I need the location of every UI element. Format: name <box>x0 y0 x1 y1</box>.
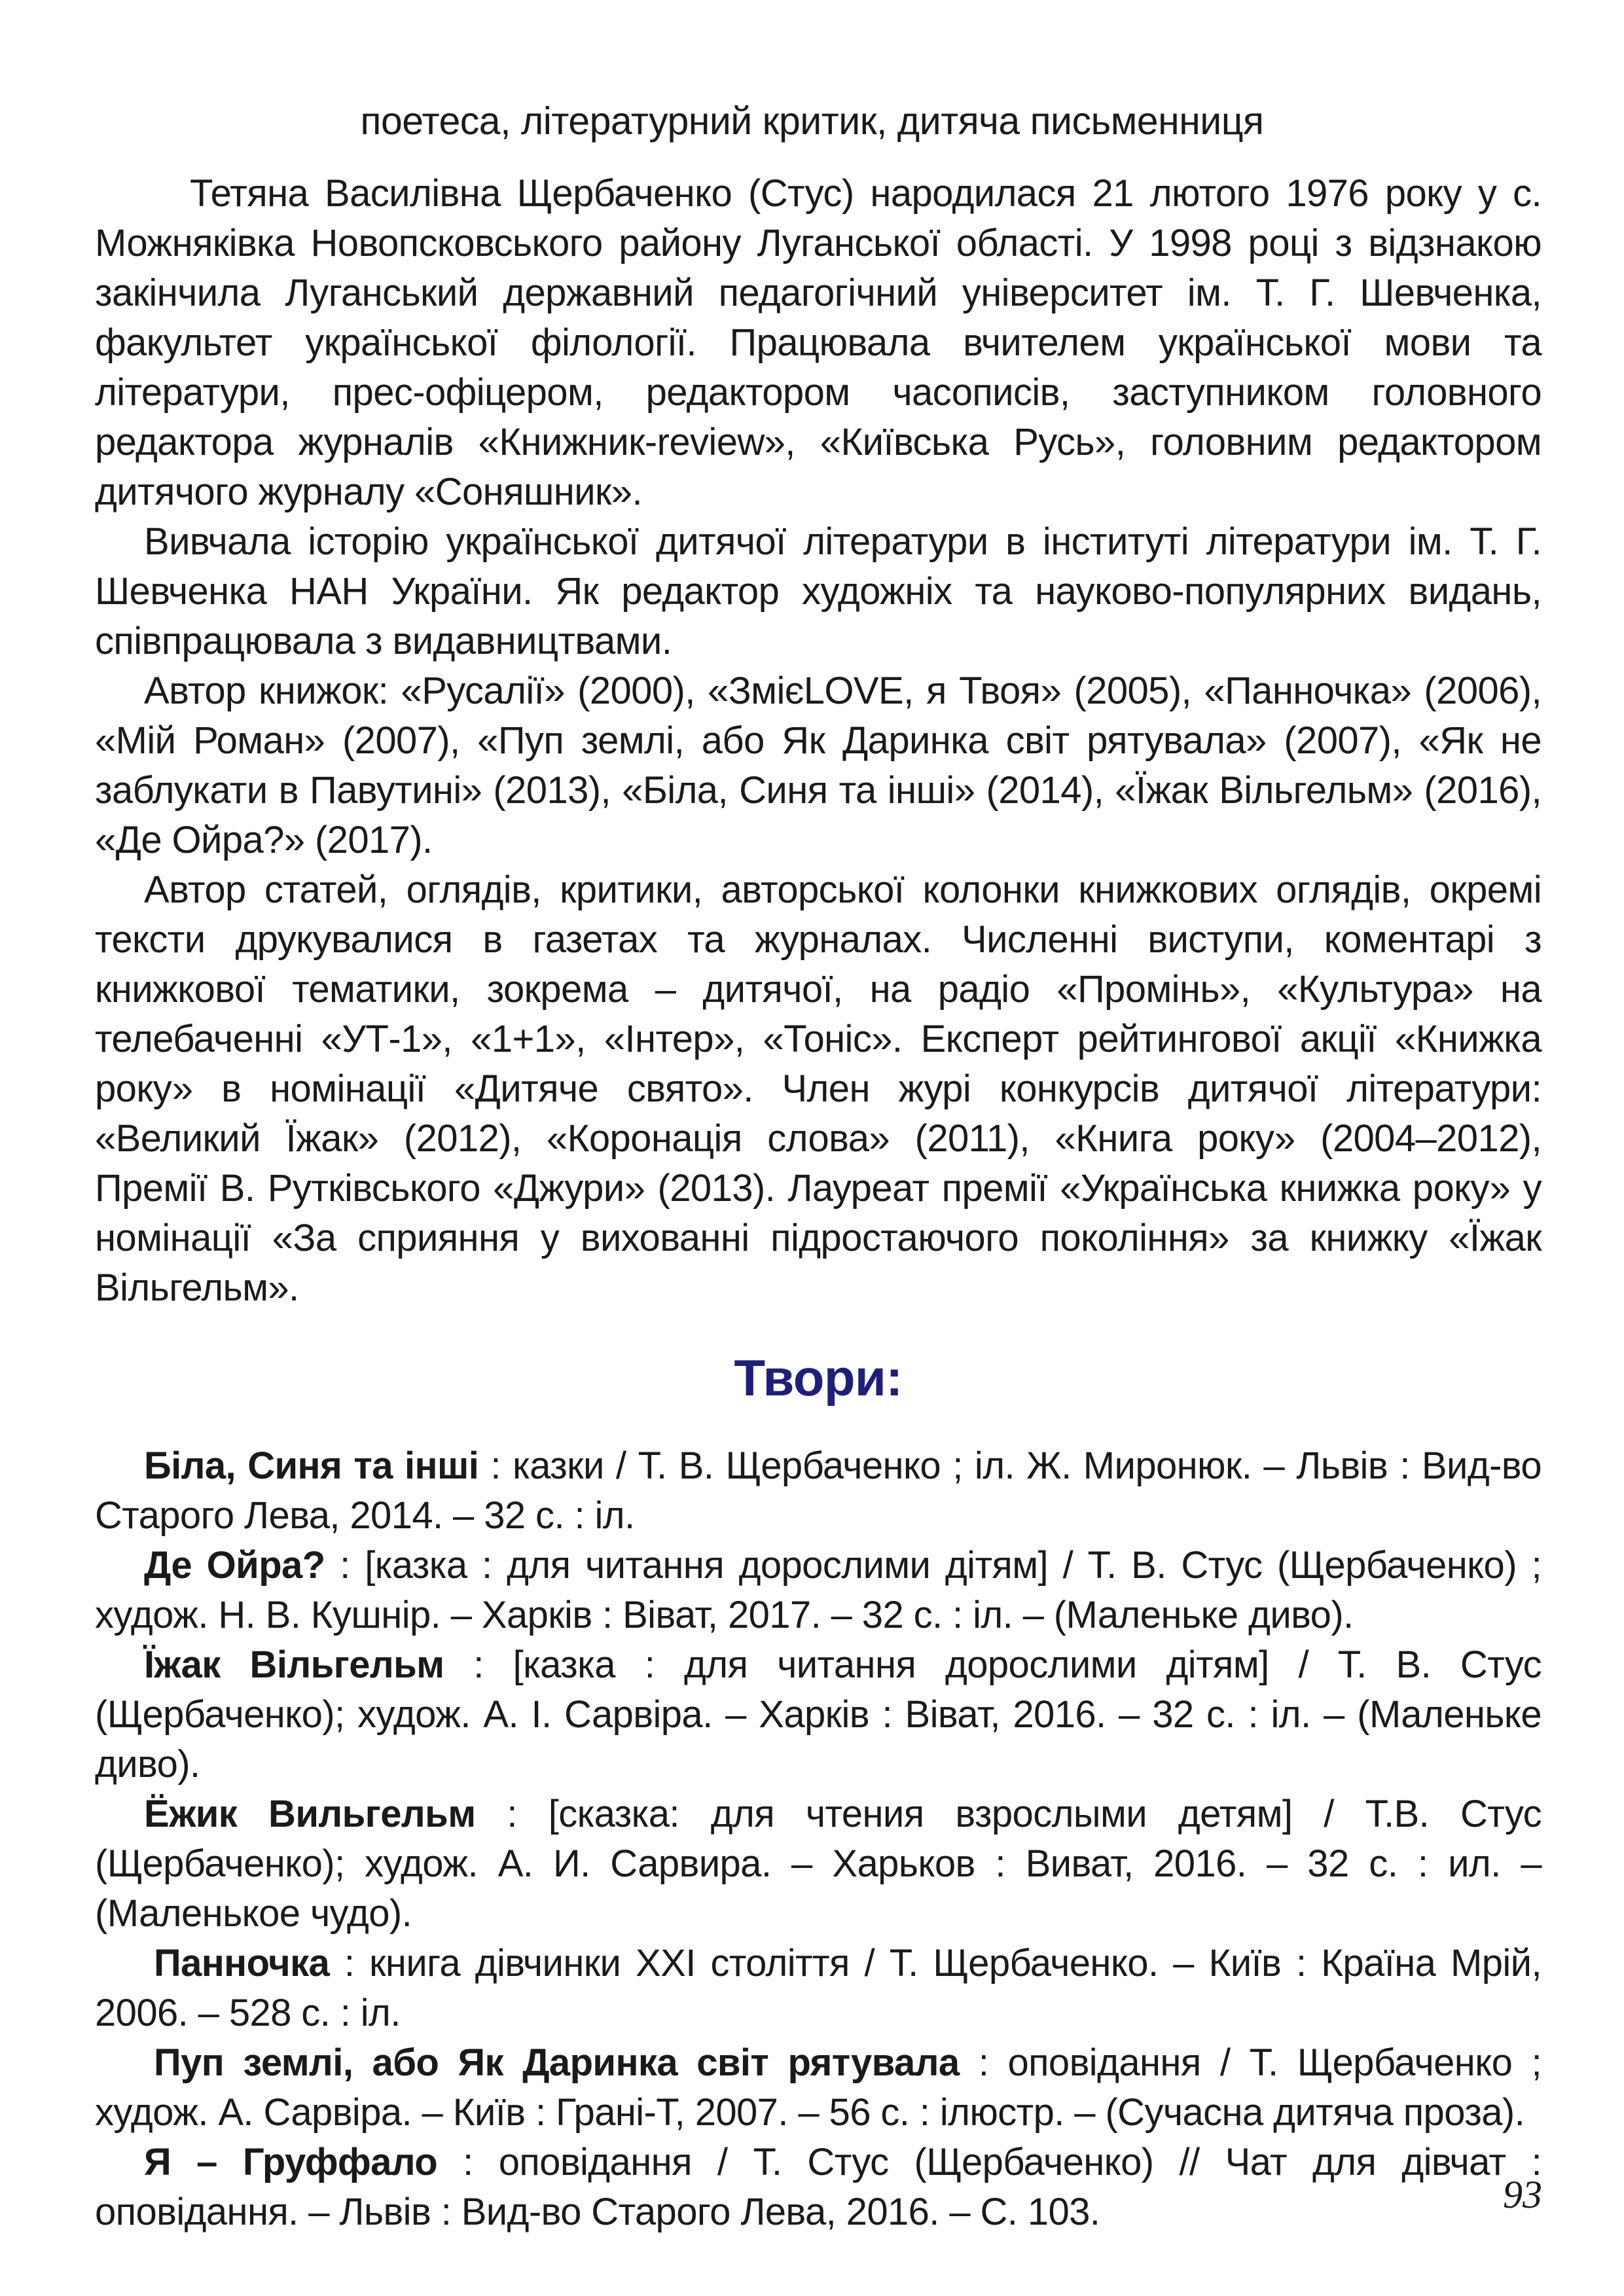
works-heading: Твори: <box>734 1349 903 1407</box>
work-entry <box>95 2138 1542 2237</box>
work-title: Біла, Синя та інші <box>144 1444 479 1487</box>
work-details: : [сказка: для чтения взрослыми детям] / Т.В. Стус (Щербаченко); худож. А. И. Сарвира. – Харьков : Виват, 2016. – 32 с. : ил. – (Маленькое чудо). <box>95 1793 1542 1935</box>
work-entry <box>95 1939 1542 2038</box>
work-entry <box>95 2038 1542 2138</box>
main-text <box>95 169 1542 2237</box>
work-title: Я – Груффало <box>144 2141 438 2183</box>
work-details: : [казка : для читання дорослими дітям] / Т. В. Стус (Щербаченко) ; худож. Н. В. Кушнір. – Харків : Віват, 2017. – 32 с. : іл. – (Маленьке диво). <box>95 1544 1542 1636</box>
work-entry <box>95 1541 1542 1640</box>
biography-paragraph: Автор статей, оглядів, критики, авторської колонки книжкових оглядів, окремі тексти друкувалися в газетах та журналах. Численні виступи, коментарі з книжкової тематики, зокрема – дитячої, на радіо «Промінь», «Культура» на телебаченні «УТ-1», «1+1», «Інтер», «Тоніс». Експерт рейтингової акції «Книжка року» в номінації «Дитяче свято». Член журі конкурсів дитячої літератури: «Великий Їжак» (2012), «Коронація слова» (2011), «Книга року» (2004–2012), Премії В. Рутківського «Джури» (2013). Лауреат премії «Українська книжка року» у номінації «За сприяння у вихованні підростаючого покоління» за книжку «Їжак Вільгельм». <box>95 869 1542 1309</box>
work-details: : казки / Т. В. Щербаченко ; іл. Ж. Миронюк. – Львів : Вид-во Старого Лева, 2014. – 32 с. : іл. <box>95 1444 1542 1537</box>
works-list <box>95 1441 1542 2237</box>
work-title: Де Ойра? <box>144 1544 325 1587</box>
work-title: Їжак Вільгельм <box>144 1643 444 1686</box>
work-details: : книга дівчинки XXI століття / Т. Щербаченко. – Київ : Країна Мрій, 2006. – 528 с. : іл. <box>95 1942 1542 2034</box>
work-entry <box>95 1640 1542 1789</box>
work-title: Панночка <box>154 1942 330 1984</box>
work-title: Ёжик Вильгельм <box>144 1793 476 1835</box>
biography-paragraph: Тетяна Василівна Щербаченко (Стус) народилася 21 лютого 1976 року у с. Можняківка Новопсковського району Луганської області. У 1998 році з відзнакою закінчила Луганський державний педагогічний університет ім. Т. Г. Шевченка, факультет української філології. Працювала вчителем української мови та літератури, прес-офіцером, редактором часописів, заступником головного редактора журналів «Книжник-review», «Київська Русь», головним редактором дитячого журналу «Соняшник». <box>95 172 1542 513</box>
work-details: : оповідання / Т. Стус (Щербаченко) // Чат для дівчат : оповідання. – Львів : Вид-во Старого Лева, 2016. – С. 103. <box>95 2141 1542 2233</box>
work-title: Пуп землі, або Як Даринка світ рятувала <box>154 2041 960 2084</box>
biography-paragraph: Вивчала історію української дитячої літератури в інституті літератури ім. Т. Г. Шевченка НАН України. Як редактор художніх та науково-популярних видань, співпрацювала з видавництвами. <box>95 520 1542 662</box>
page-number: 93 <box>1503 2173 1542 2216</box>
work-details: : оповідання / Т. Щербаченко ; худож. А. Сарвіра. – Київ : Грані-Т, 2007. – 56 с. : ілюстр. – (Сучасна дитяча проза). <box>95 2041 1542 2134</box>
work-entry <box>95 1789 1542 1939</box>
author-roles-subtitle: поетеса, літературний критик, дитяча письменниця <box>360 99 1264 143</box>
work-entry <box>95 1441 1542 1541</box>
biography-paragraph: Автор книжок: «Русалії» (2000), «ЗмієLOVE, я Твоя» (2005), «Панночка» (2006), «Мій Роман» (2007), «Пуп землі, або Як Даринка світ рятувала» (2007), «Як не заблукати в Павутині» (2013), «Біла, Синя та інші» (2014), «Їжак Вільгельм» (2016), «Де Ойра?» (2017). <box>95 670 1542 861</box>
work-details: : [казка : для читання дорослими дітям] / Т. В. Стус (Щербаченко); худож. А. І. Сарвіра. – Харків : Віват, 2016. – 32 с. : іл. – (Маленьке диво). <box>95 1643 1542 1785</box>
